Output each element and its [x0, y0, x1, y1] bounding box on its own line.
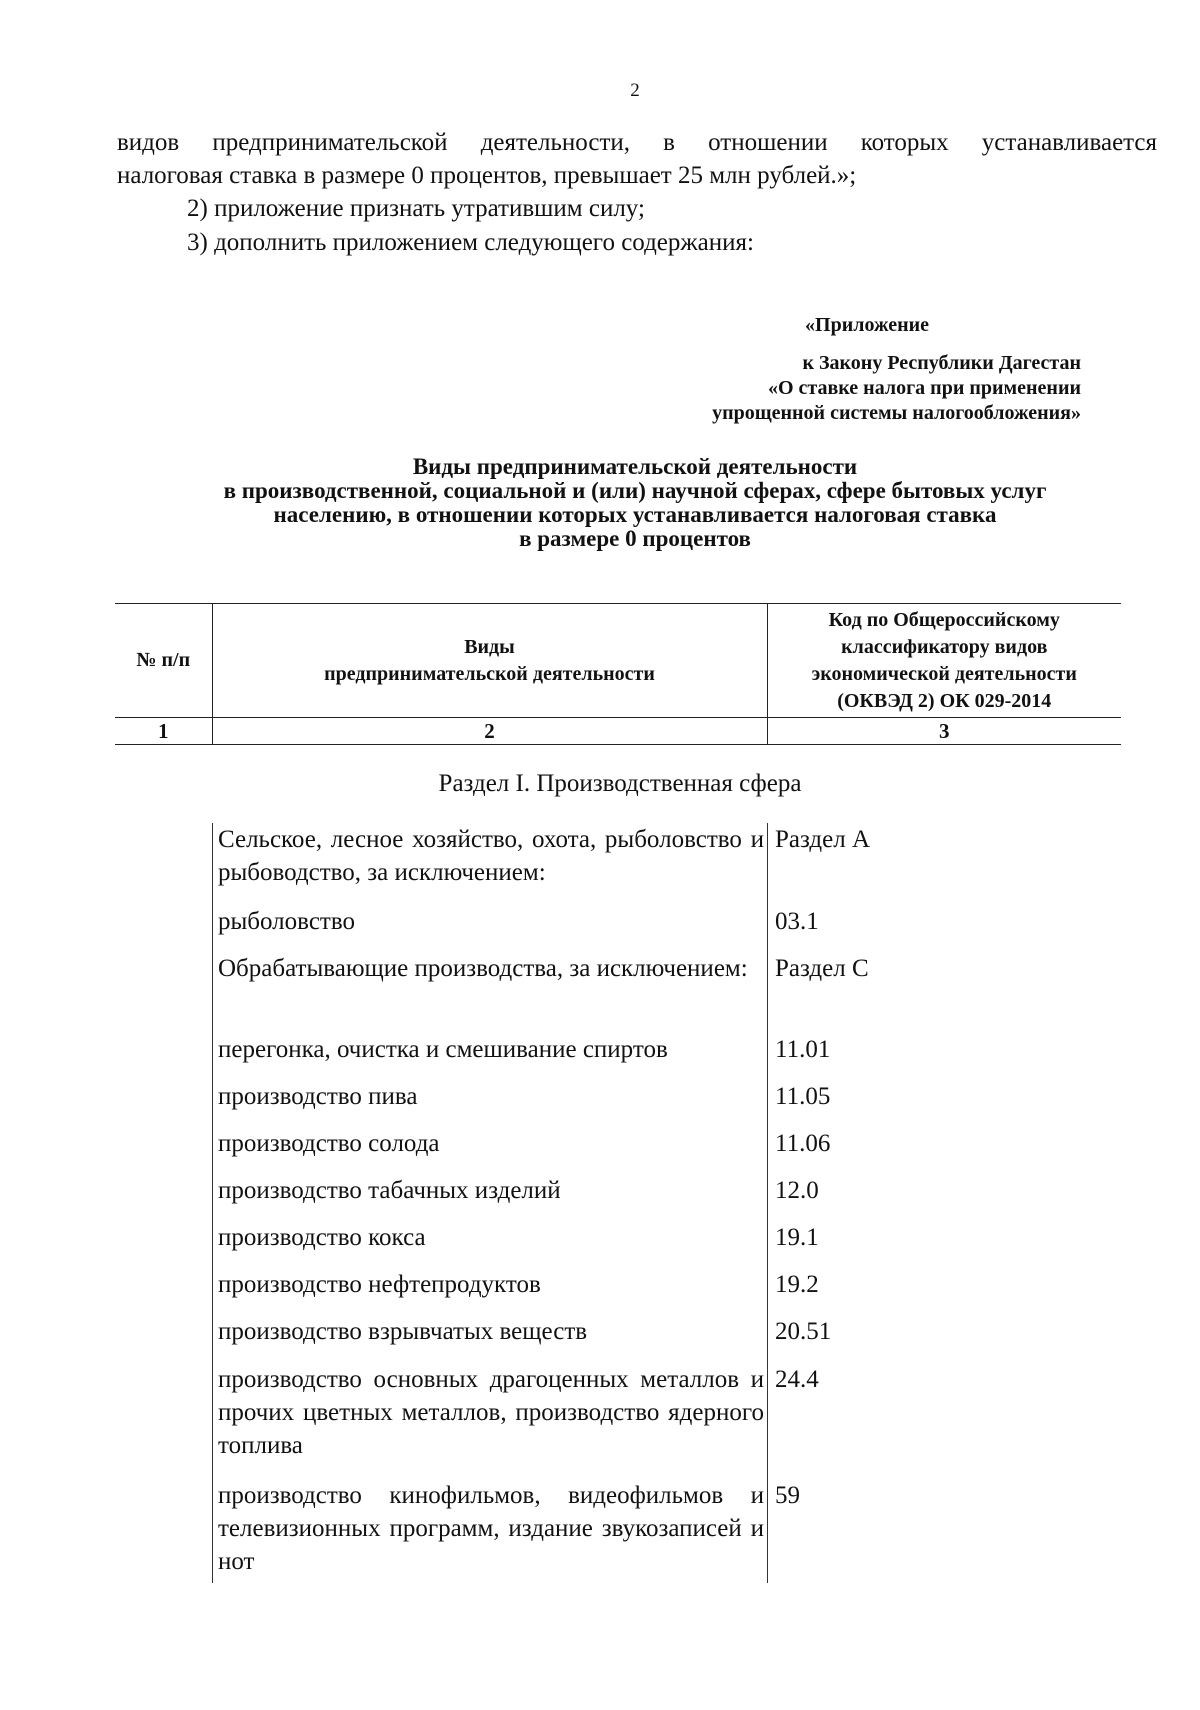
activity-name: производство кинофильмов, видеофильмов и телевизионных программ, издание звукозаписей и нот [218, 1482, 764, 1575]
okved-code: 12.0 [775, 1177, 819, 1204]
col2-header [212, 604, 767, 718]
intro-line-1: видов предпринимательской деятельности, в отношении которых устанавливается [117, 129, 1157, 156]
okved-code: 03.1 [775, 908, 819, 935]
col3-header [767, 604, 1121, 718]
okved-code: 11.06 [775, 1130, 831, 1157]
okved-code: 59 [775, 1482, 800, 1509]
activity-name: рыболовство [218, 908, 355, 935]
activity-name: Сельское, лесное хозяйство, охота, рыболовство и рыбоводство, за исключением: [218, 826, 764, 886]
col-number-1: 1 [115, 718, 212, 745]
appendix-reference [560, 313, 1081, 426]
col3-header-line-4: (ОКВЭД 2) ОК 029-2014 [837, 689, 1052, 712]
heading-line-2: в производственной, социальной и (или) научной сферах, сфере бытовых услуг [223, 478, 1047, 503]
column-number-row [115, 718, 1121, 745]
okved-code: 11.01 [775, 1036, 831, 1063]
activity-name: Обрабатывающие производства, за исключением: [218, 955, 748, 982]
col2-header-line-1: Виды [464, 635, 515, 658]
intro-line-2: налоговая ставка в размере 0 процентов, превышает 25 млн рублей.»; [117, 162, 857, 189]
col3-header-line-1: Код по Общероссийскому [828, 608, 1060, 631]
item-2: 2) приложение признать утратившим силу; [187, 195, 645, 222]
okved-code: 19.2 [775, 1271, 819, 1298]
header-row [115, 604, 1121, 718]
item-3: 3) дополнить приложением следующего содержания: [187, 229, 754, 256]
col2-header-line-2: предпринимательской деятельности [324, 662, 655, 685]
activity-name: производство солода [218, 1130, 440, 1157]
appendix-line-3: упрощенной системы налогообложения» [712, 402, 1081, 424]
col3-header-line-3: экономической деятельности [811, 662, 1077, 685]
okved-code: 20.51 [775, 1318, 832, 1345]
okved-code: Раздел С [775, 955, 869, 982]
col1-header: № п/п [115, 604, 212, 718]
activity-name: производство нефтепродуктов [218, 1271, 541, 1298]
col3-header-line-2: классификатору видов [841, 635, 1048, 658]
appendix-line-2: «О ставке налога при применении [767, 377, 1081, 399]
activity-name: производство взрывчатых веществ [218, 1318, 588, 1345]
heading-line-3: населению, в отношении которых устанавливается налоговая ставка [273, 502, 997, 527]
table-header [115, 603, 1121, 745]
appendix-title: «Приложение [805, 314, 929, 336]
col-number-3: 3 [767, 718, 1121, 745]
heading-line-4: в размере 0 процентов [519, 526, 751, 551]
activity-name: производство пива [218, 1083, 418, 1110]
okved-code: 19.1 [775, 1224, 819, 1251]
activity-name: производство кокса [218, 1224, 426, 1251]
okved-code: 24.4 [775, 1366, 819, 1393]
activity-name: производство табачных изделий [218, 1177, 561, 1204]
document-heading [115, 455, 1155, 551]
activity-list [212, 823, 912, 1583]
appendix-line-1: к Закону Республики Дагестан [802, 352, 1081, 374]
intro-paragraph [117, 126, 1157, 192]
heading-line-1: Виды предпринимательской деятельности [412, 454, 858, 479]
col-number-2: 2 [212, 718, 767, 745]
okved-code: Раздел А [775, 826, 871, 853]
column-divider [767, 823, 768, 1583]
page-number: 2 [630, 80, 640, 101]
section-title: Раздел I. Производственная сфера [438, 770, 802, 797]
activity-name: перегонка, очистка и смешивание спиртов [218, 1036, 668, 1063]
activity-name: производство основных драгоценных металлов и прочих цветных металлов, производство ядерного топлива [218, 1366, 764, 1459]
okved-code: 11.05 [775, 1083, 831, 1110]
left-border [212, 823, 213, 1583]
